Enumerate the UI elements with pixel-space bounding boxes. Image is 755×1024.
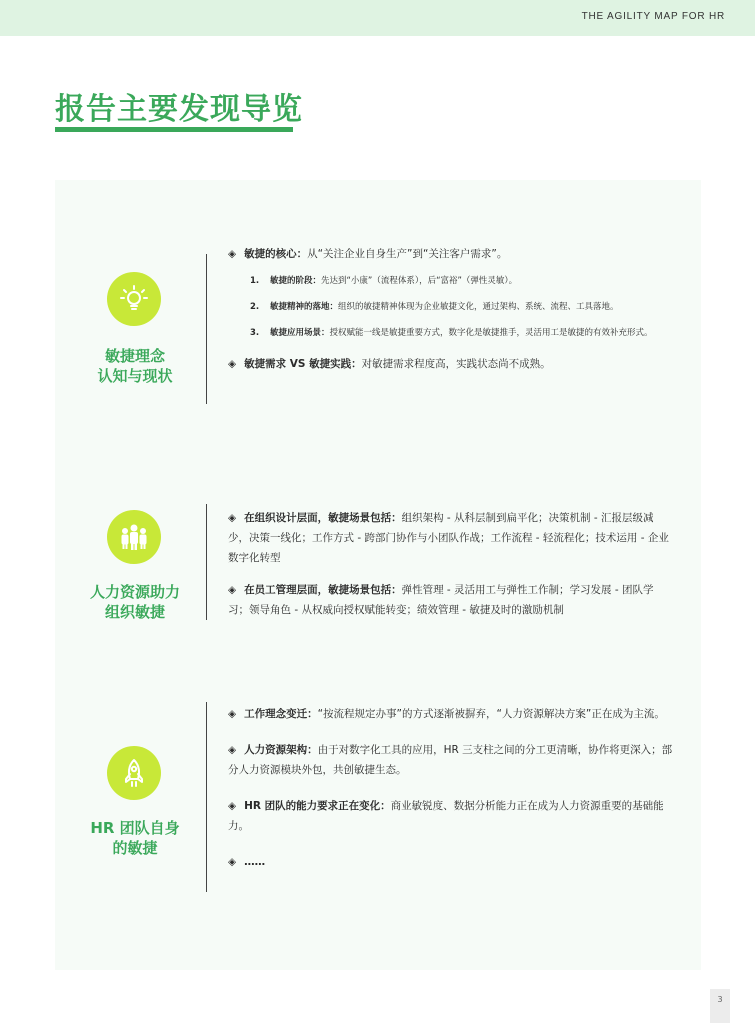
finding-text: “按流程规定办事”的方式逐渐被摒弃，“人力资源解决方案”正在成为主流。 (317, 708, 665, 720)
finding-item (228, 354, 673, 374)
sub-item-number: 2. (250, 302, 260, 312)
diamond-bullet-icon: ◈ (228, 358, 237, 370)
lightbulb-icon (107, 272, 161, 326)
section-items (228, 244, 673, 388)
finding-heading: 在组织设计层面，敏捷场景包括： (244, 512, 402, 524)
divider-line (206, 504, 207, 620)
section-agility-concept (55, 240, 701, 430)
section-label (55, 582, 215, 622)
sub-item-text: 授权赋能一线是敏捷重要方式，数字化是敏捷推手，灵活用工是敏捷的有效补充形式。 (329, 328, 653, 338)
finding-text: 由于对数字化工具的应用，HR 三支柱之间的分工更清晰，协作将更深入；部分人力资源模块外包，共创敏捷生态。 (228, 744, 673, 776)
page-title: 报告主要发现导览 (55, 92, 303, 127)
sub-item-number: 1. (250, 276, 260, 286)
section-label (55, 346, 215, 386)
sub-item-heading: 敏捷应用场景： (270, 328, 330, 338)
sub-item (228, 324, 673, 342)
section-label-line: HR 团队自身 (90, 819, 180, 837)
divider-line (206, 254, 207, 404)
finding-heading: 敏捷需求 VS 敏捷实践： (244, 358, 362, 370)
finding-heading: 人力资源架构： (244, 744, 318, 756)
finding-item (228, 580, 673, 620)
finding-heading: …… (244, 856, 266, 868)
finding-item (228, 704, 673, 724)
finding-text: 组织架构 - 从科层制到扁平化；决策机制 - 汇报层级减少，决策一线化；工作方式 - 跨部门协作与小团队作战；工作流程 - 轻流程化；技术运用 - 企业数字化转型 (228, 512, 669, 564)
diamond-bullet-icon: ◈ (228, 248, 237, 260)
finding-heading: 工作理念变迁： (244, 708, 318, 720)
title-underline (55, 127, 293, 132)
sub-item-text: 组织的敏捷精神体现为企业敏捷文化，通过架构、系统、流程、工具落地。 (338, 302, 619, 312)
finding-text: 从“关注企业自身生产”到“关注客户需求”。 (307, 248, 508, 260)
sub-item-text: 先达到“小康”（流程体系），后“富裕”（弹性灵敏）。 (321, 276, 518, 286)
brand-text: THE AGILITY MAP FOR HR (581, 11, 725, 22)
section-hr-team (55, 700, 701, 900)
divider-line (206, 702, 207, 892)
diamond-bullet-icon: ◈ (228, 708, 237, 720)
section-items (228, 704, 673, 886)
sub-item-number: 3. (250, 328, 260, 338)
section-label-line: 人力资源助力 (89, 583, 180, 601)
finding-text: 弹性管理 - 灵活用工与弹性工作制；学习发展 - 团队学习；领导角色 - 从权威向授权赋能转变；绩效管理 - 敏捷及时的激励机制 (228, 584, 654, 616)
page-number: 3 (710, 989, 730, 1023)
finding-text: 对敏捷需求程度高，实践状态尚不成熟。 (361, 358, 551, 370)
sub-item-heading: 敏捷精神的落地： (270, 302, 339, 312)
finding-item (228, 244, 673, 264)
sub-item (228, 272, 673, 290)
diamond-bullet-icon: ◈ (228, 512, 237, 524)
diamond-bullet-icon: ◈ (228, 800, 237, 812)
finding-item (228, 852, 673, 872)
diamond-bullet-icon: ◈ (228, 744, 237, 756)
finding-item (228, 508, 673, 568)
finding-heading: 在员工管理层面，敏捷场景包括： (244, 584, 402, 596)
top-banner (0, 0, 755, 36)
section-hr-support (55, 502, 701, 632)
findings-panel (55, 180, 701, 970)
team-icon (107, 510, 161, 564)
finding-item (228, 740, 673, 780)
rocket-icon (107, 746, 161, 800)
finding-item (228, 796, 673, 836)
sub-item-heading: 敏捷的阶段： (270, 276, 322, 286)
section-label (55, 818, 215, 858)
finding-heading: HR 团队的能力要求正在变化： (244, 800, 391, 812)
section-label-line: 敏捷理念 (104, 347, 165, 365)
section-label-line: 的敏捷 (112, 839, 158, 857)
finding-heading: 敏捷的核心： (244, 248, 308, 260)
sub-item (228, 298, 673, 316)
section-label-line: 认知与现状 (97, 367, 173, 385)
section-label-line: 组织敏捷 (104, 603, 165, 621)
finding-text: 商业敏锐度、数据分析能力正在成为人力资源重要的基础能力。 (228, 800, 664, 832)
diamond-bullet-icon: ◈ (228, 584, 237, 596)
section-items (228, 508, 673, 634)
diamond-bullet-icon: ◈ (228, 856, 237, 868)
